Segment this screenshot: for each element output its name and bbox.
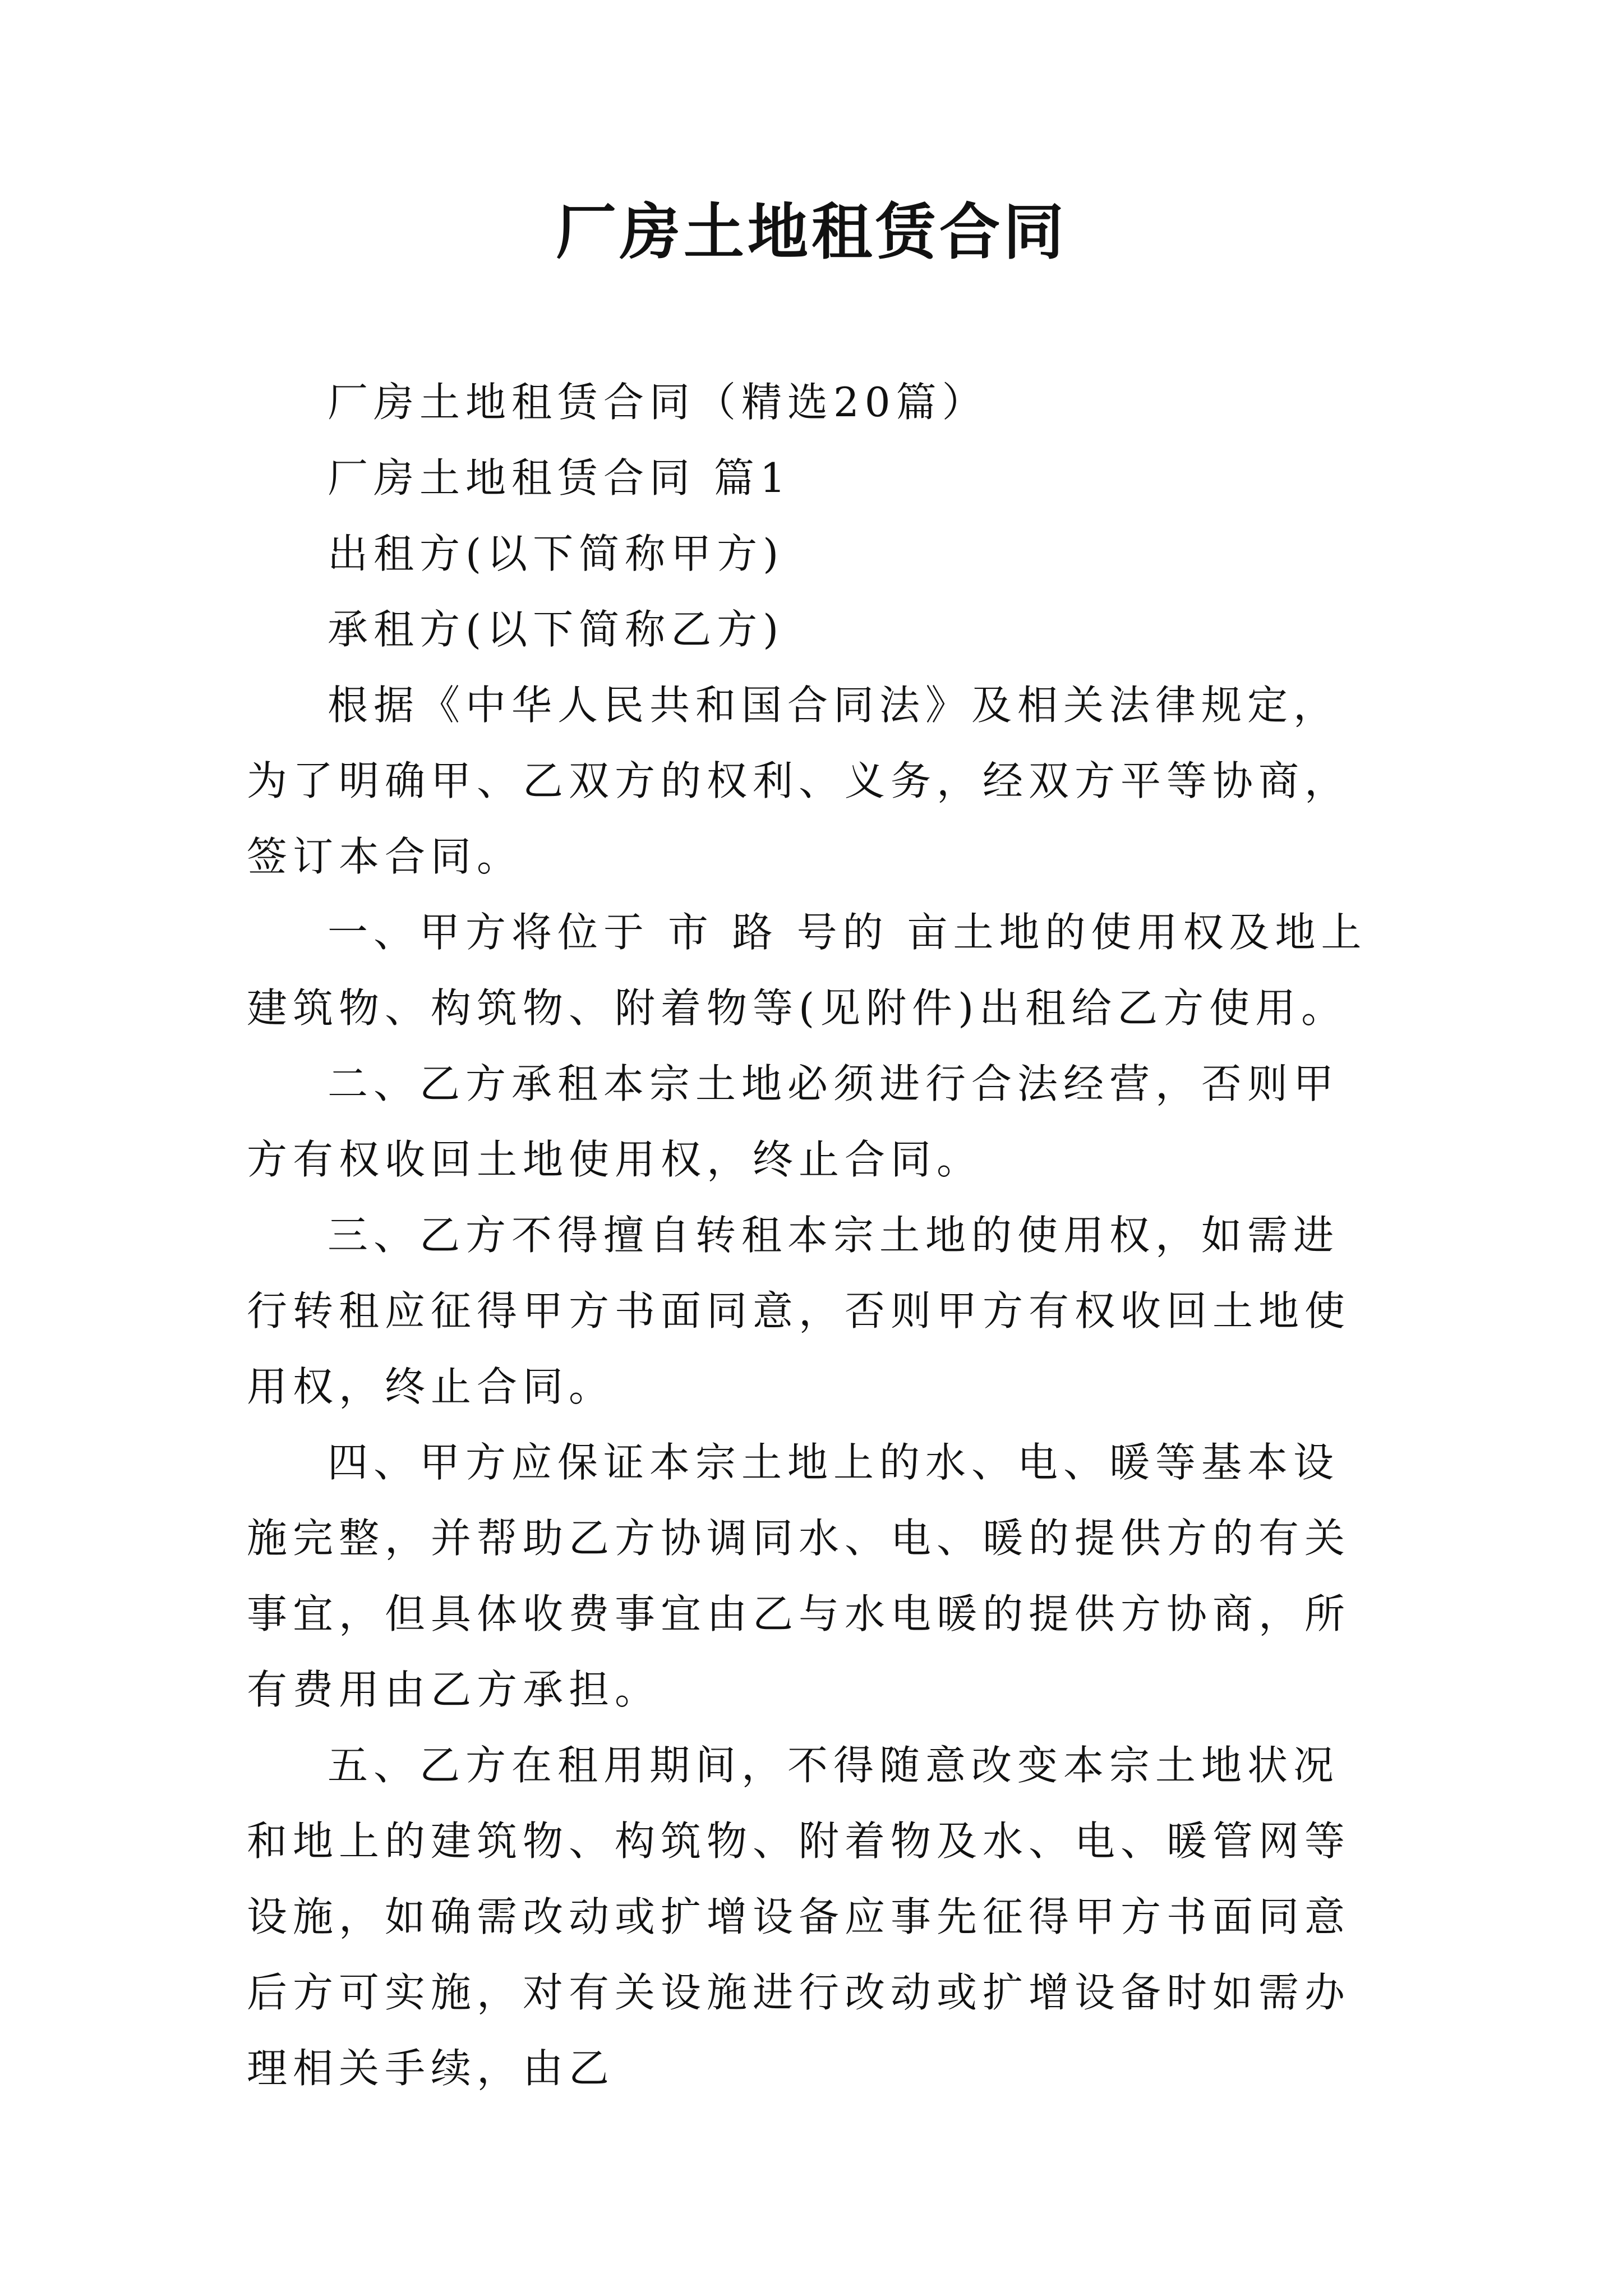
paragraph: 出租方(以下简称甲方)	[328, 530, 785, 577]
paragraph: 厂房土地租赁合同（精选20篇）	[328, 378, 988, 426]
document-body	[247, 365, 1376, 2106]
paragraph: 承租方(以下简称乙方)	[328, 605, 785, 653]
paragraph: 五、乙方在租用期间，不得随意改变本宗土地状况和地上的建筑物、构筑物、附着物及水、电、暖管网等设施，如确需改动或扩增设备应事先征得甲方书面同意后方可实施，对有关设施进行改动或扩增设备时如需办理相关手续，由乙	[247, 1741, 1351, 2092]
paragraph: 二、乙方承租本宗土地必须进行合法经营，否则甲方有权收回土地使用权，终止合同。	[247, 1060, 1340, 1183]
paragraph: 根据《中华人民共和国合同法》及相关法律规定，为了明确甲、乙双方的权利、义务，经双方平等协商，签订本合同。	[247, 681, 1351, 880]
paragraph: 四、甲方应保证本宗土地上的水、电、暖等基本设施完整，并帮助乙方协调同水、电、暖的提供方的有关事宜，但具体收费事宜由乙与水电暖的提供方协商，所有费用由乙方承担。	[247, 1438, 1351, 1713]
paragraph: 厂房土地租赁合同 篇1	[328, 454, 791, 501]
paragraph: 一、甲方将位于 市 路 号的 亩土地的使用权及地上建筑物、构筑物、附着物等(见附件)出租给乙方使用。	[247, 908, 1367, 1032]
document-title: 厂房土地租赁合同	[555, 197, 1067, 268]
paragraph: 三、乙方不得擅自转租本宗土地的使用权，如需进行转租应征得甲方书面同意，否则甲方有权收回土地使用权，终止合同。	[247, 1211, 1351, 1410]
